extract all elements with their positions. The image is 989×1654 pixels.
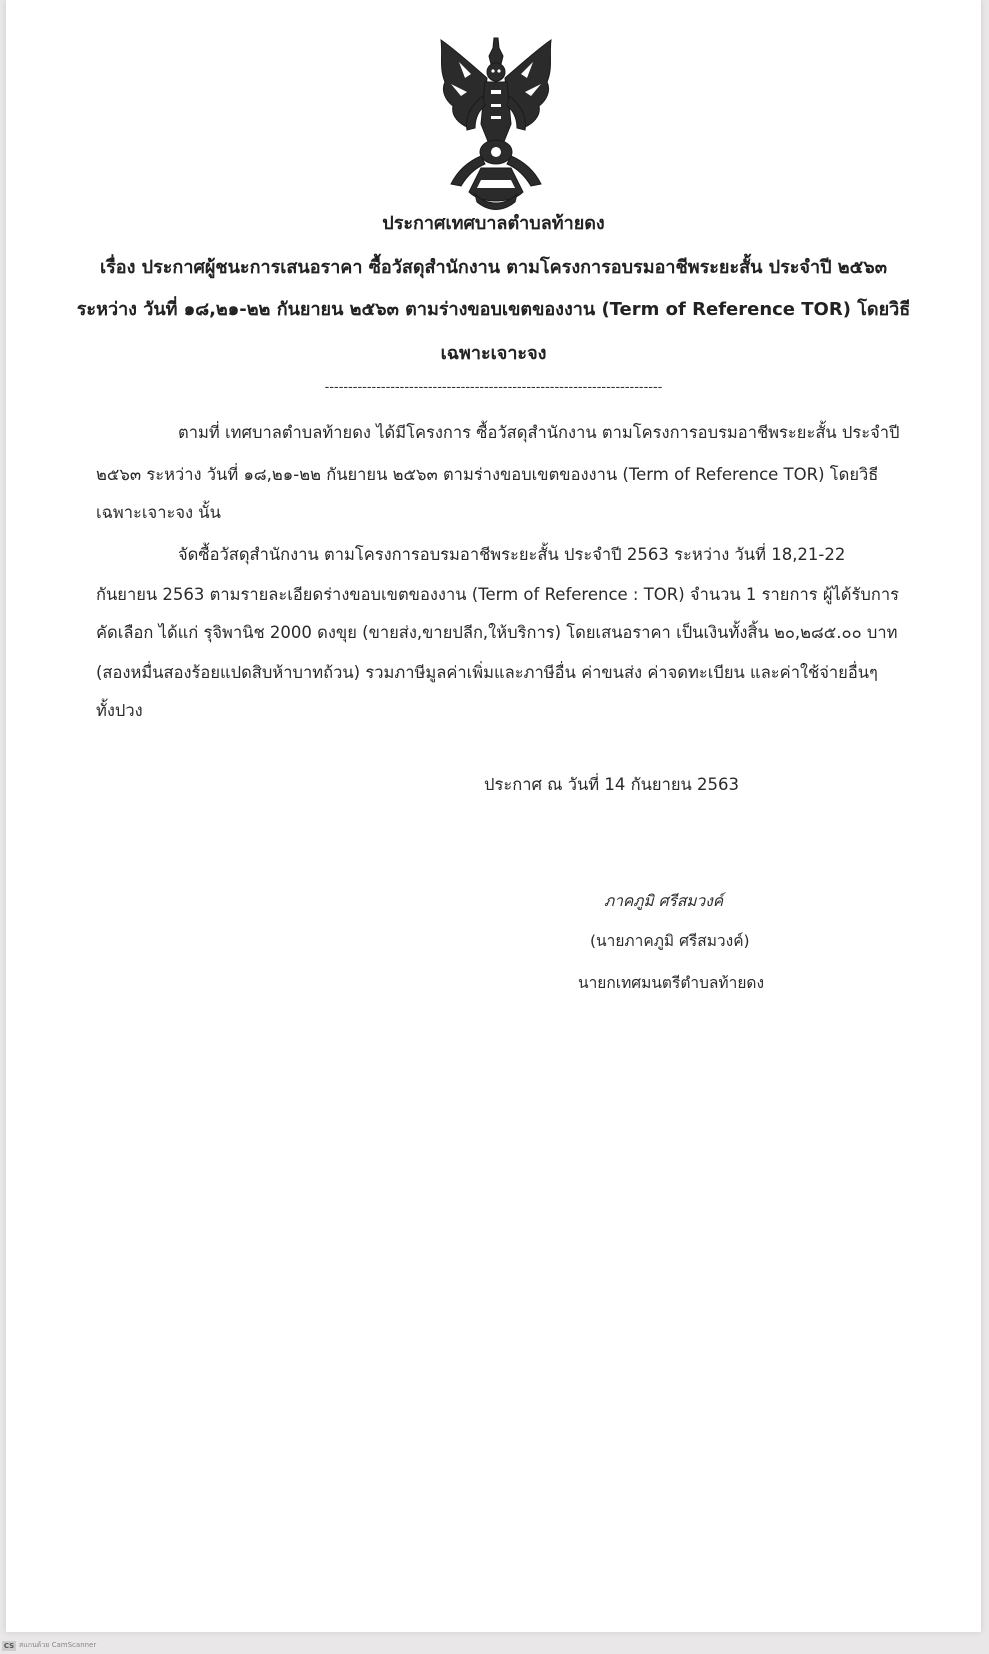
garuda-emblem-icon — [431, 34, 561, 214]
signer-printed-name: (นายภาคภูมิ ศรีสมวงค์) — [590, 932, 750, 950]
para2-line5: ทั้งปวง — [96, 701, 143, 720]
document-page — [6, 0, 981, 1632]
subject-line-3: เฉพาะเจาะจง — [440, 343, 547, 364]
para1-line2: ๒๕๖๓ ระหว่าง วันที่ ๑๘,๒๑-๒๒ กันยายน ๒๕๖๓ ตามร่างขอบเขตของงาน (Term of Reference TOR) โดยวิธี — [96, 465, 879, 484]
subject-line-1: เรื่อง ประกาศผู้ชนะการเสนอราคา ซื้อวัสดุสำนักงาน ตามโครงการอบรมอาชีพระยะสั้น ประจำปี ๒๕๖๓ — [99, 257, 888, 278]
para1-line1: ตามที่ เทศบาลตำบลท้ายดง ได้มีโครงการ ซื้อวัสดุสำนักงาน ตามโครงการอบรมอาชีพระยะสั้น ประจำปี — [178, 423, 900, 442]
announcement-date: ประกาศ ณ วันที่ 14 กันยายน 2563 — [484, 775, 740, 794]
header-divider: ------------------------------------------------------------------------ — [324, 380, 663, 395]
para2-line3: คัดเลือก ได้แก่ รุจิพานิช 2000 ดงขุย (ขายส่ง,ขายปลีก,ให้บริการ) โดยเสนอราคา เป็นเงินทั้งสิ้น ๒๐,๒๘๕.๐๐ บาท — [96, 623, 898, 642]
para2-line1: จัดซื้อวัสดุสำนักงาน ตามโครงการอบรมอาชีพระยะสั้น ประจำปี 2563 ระหว่าง วันที่ 18,21-22 — [178, 545, 846, 564]
para2-line2: กันยายน 2563 ตามรายละเอียดร่างขอบเขตของงาน (Term of Reference : TOR) จำนวน 1 รายการ ผู้ได้รับการ — [96, 585, 899, 604]
para2-line4: (สองหมื่นสองร้อยแปดสิบห้าบาทถ้วน) รวมภาษีมูลค่าเพิ่มและภาษีอื่น ค่าขนส่ง ค่าจดทะเบียน และค่าใช้จ่ายอื่นๆ — [96, 663, 878, 682]
para1-line3: เฉพาะเจาะจง นั้น — [96, 503, 221, 522]
subject-line-2: ระหว่าง วันที่ ๑๘,๒๑-๒๒ กันยายน ๒๕๖๓ ตามร่างขอบเขตของงาน (Term of Reference TOR) โดยวิธี — [76, 299, 911, 320]
camscanner-icon: CS — [3, 1641, 15, 1650]
scanner-watermark-text: สแกนด้วย CamScanner — [19, 1641, 97, 1649]
announcer-title: ประกาศเทศบาลตำบลท้ายดง — [382, 213, 605, 234]
signer-position: นายกเทศมนตรีตำบลท้ายดง — [578, 974, 765, 992]
signature: ภาคภูมิ ศรีสมวงค์ — [604, 892, 724, 910]
scanner-watermark — [2, 1640, 96, 1651]
